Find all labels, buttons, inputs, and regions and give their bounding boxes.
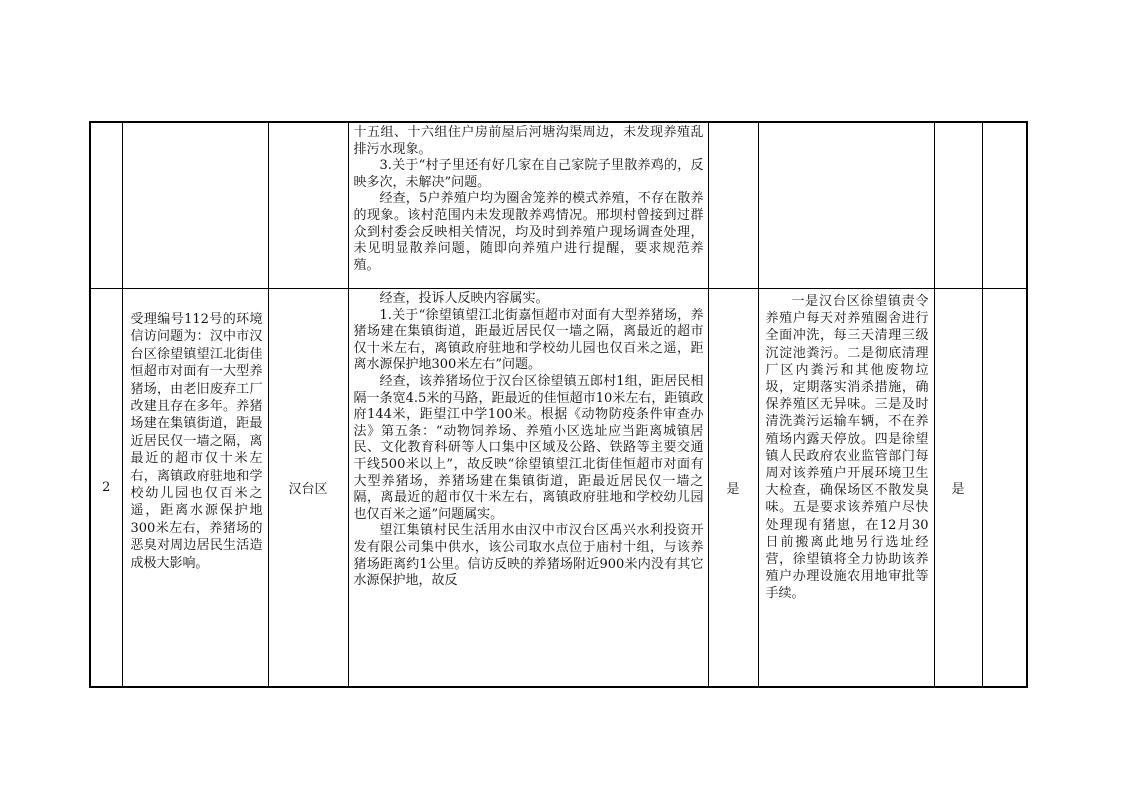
seq-cell xyxy=(90,122,122,289)
findings-paragraph: 3.关于“村子里还有好几家在自己家院子里散养鸡的，反映多次，未解决”问题。 xyxy=(353,158,704,190)
district-cell xyxy=(268,122,348,289)
table-row xyxy=(90,122,1027,289)
findings-paragraph: 经查，投诉人反映内容属实。 xyxy=(379,291,549,306)
measures-text: 一是汉台区徐望镇责令养殖户每天对养殖圈舍进行全面冲洗，每三天清理三级沉淀池粪污。二是彻底清理厂区内粪污和其他废物垃圾，定期落实消杀措施，确保养殖区无异味。三是及时清洗粪污运输车辆，不在养殖场内露天停放。四是徐望镇人民政府农业监管部门每周对该养殖户开展环境卫生大检查，确保场区不散发臭味。五是要求该养殖户尽快处理现有猪崽，在12月30日前搬离此地另行选址经营，徐望镇将全力协助该养殖户办理设施农用地审批等手续。 xyxy=(765,294,929,602)
district-text: 汉台区 xyxy=(288,482,328,497)
table-row xyxy=(90,289,1027,688)
is-true-text: 是 xyxy=(726,482,740,497)
is-rectified-cell xyxy=(934,289,982,688)
findings-paragraph: 十五组、十六组住户房前屋后河塘沟渠周边，未发现养殖乱排污水现象。 xyxy=(353,125,704,157)
remark-cell xyxy=(982,122,1027,289)
findings-paragraph: 1.关于“徐望镇望江北街嘉恒超市对面有大型养猪场，养猪场建在集镇街道，距最近居民仅一墙之隔，离最近的超市仅十米左右，离镇政府驻地和学校幼儿园也仅百米之遥，距离水源保护地300米左右”问题。 xyxy=(353,307,704,373)
seq-number: 2 xyxy=(102,480,111,495)
findings-paragraph: 经查，5户养殖户均为圈舍笼养的模式养殖，不存在散养的现象。该村范围内未发现散养鸡情况。邢坝村曾接到过群众到村委会反映相关情况，均及时到养殖户现场调查处理，未见明显散养问题，随即向养殖户进行提醒，要求规范养殖。 xyxy=(353,191,704,273)
findings-paragraph: 经查，该养猪场位于汉台区徐望镇五郎村1组，距居民相隔一条宽4.5米的马路，距最近的佳恒超市10米左右，距镇政府144米，距望江中学100米。根据《动物防疫条件审查办法》第五条：“动物饲养场、养殖小区选址应当距离城镇居民、文化教育科研等人口集中区域及公路、铁路等主要交通干线500米以上”，故反映“徐望镇望江北街佳恒超市对面有大型养猪场，养猪场建在集镇街道，距最近居民仅一墙之隔，离最近的超市仅十米左右，离镇政府驻地和学校幼儿园也仅百米之遥”问题属实。 xyxy=(353,373,704,522)
reason-cell xyxy=(122,122,268,289)
seq-cell xyxy=(90,289,122,688)
is-true-cell xyxy=(708,289,758,688)
reason-text: 受理编号112号的环境信访问题为：汉中市汉台区徐望镇望江北街佳恒超市对面有一大型养猪场，由老旧废弃工厂改建且存在多年。养猪场建在集镇街道，距最近居民仅一墙之隔，离最近的超市仅十米左右，离镇政府驻地和学校幼儿园也仅百米之遥，距离水源保护地300米左右，养猪场的恶臭对周边居民生活造成极大影响。 xyxy=(130,312,263,571)
findings-cell xyxy=(348,289,708,688)
measures-cell xyxy=(758,122,934,289)
remark-cell xyxy=(982,289,1027,688)
measures-cell xyxy=(758,289,934,688)
findings-paragraph: 望江集镇村民生活用水由汉中市汉台区禹兴水利投资开发有限公司集中供水，该公司取水点位于庙村十组，与该养猪场距离约1公里。信访反映的养猪场附近900米内没有其它水源保护地，故反 xyxy=(353,523,704,589)
reason-cell xyxy=(122,289,268,688)
is-rectified-text: 是 xyxy=(951,482,965,497)
is-true-cell xyxy=(708,122,758,289)
is-rectified-cell xyxy=(934,122,982,289)
findings-cell xyxy=(348,122,708,289)
complaint-table xyxy=(89,121,1028,688)
district-cell xyxy=(268,289,348,688)
